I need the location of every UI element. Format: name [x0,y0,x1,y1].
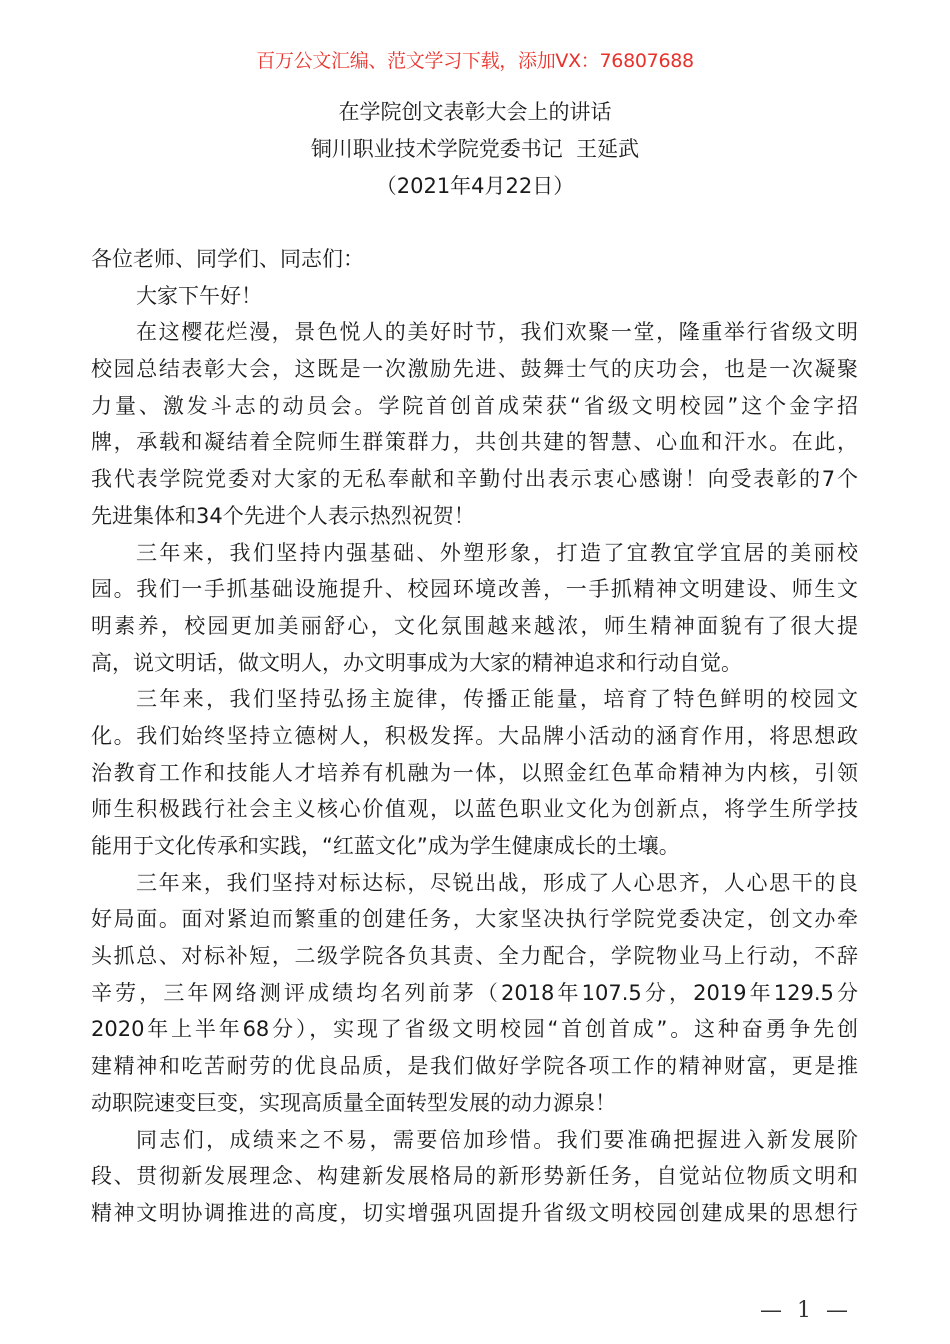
paragraph [91,681,858,864]
paragraph-line: 三年来，我们坚持内强基础、外塑形象，打造了宜教宜学宜居的美丽校 [136,540,858,565]
paragraph [91,278,858,315]
paragraph-line: 明素养，校园更加美丽舒心，文化氛围越来越浓，师生精神面貌有了很大提 [91,613,858,638]
paragraph-line: 师生积极践行社会主义核心价值观，以蓝色职业文化为创新点，将学生所学技 [91,797,858,822]
download-banner: 百万公文汇编、范文学习下载，添加VX：76807688 [256,50,694,72]
paragraph-line: 化。我们始终坚持立德树人，积极发挥。大品牌小活动的涵育作用，将思想政 [91,723,858,748]
document-header [0,94,950,205]
document-author: 铜川职业技术学院党委书记 王延武 [310,137,640,161]
paragraph-line: 治教育工作和技能人才培养有机融为一体，以照金红色革命精神为内核，引领 [91,760,858,785]
paragraph [91,535,858,682]
paragraph-line: 动职院速变巨变，实现高质量全面转型发展的动力源泉！ [91,1090,616,1115]
paragraph [91,865,858,1122]
paragraph [91,314,858,534]
paragraph-line: 我代表学院党委对大家的无私奉献和辛勤付出表示衷心感谢！向受表彰的7个 [91,467,858,492]
paragraph-line: 辛劳，三年网络测评成绩均名列前茅（2018年107.5分，2019年129.5分 [91,980,858,1005]
document-body [91,241,858,1232]
paragraph-line: 先进集体和34个先进个人表示热烈祝贺！ [91,503,475,528]
paragraph-line: 大家下午好！ [136,283,262,308]
paragraph [91,1122,858,1232]
paragraph-line: 牌，承载和凝结着全院师生群策群力，共创共建的智慧、心血和汗水。在此， [91,430,858,455]
document-date: （2021年4月22日） [375,174,575,198]
paragraph-line: 能用于文化传承和实践，“红蓝文化”成为学生健康成长的土壤。 [91,834,680,858]
paragraph-line: 园。我们一手抓基础设施提升、校园环境改善，一手抓精神文明建设、师生文 [91,577,858,602]
paragraph-line: 三年来，我们坚持弘扬主旋律，传播正能量，培育了特色鲜明的校园文 [136,687,858,712]
paragraph-line: 力量、激发斗志的动员会。学院首创首成荣获“省级文明校园”这个金字招 [91,393,858,418]
paragraph-line: 高，说文明话，做文明人，办文明事成为大家的精神追求和行动自觉。 [91,650,742,675]
salutation: 各位老师、同学们、同志们： [91,247,364,271]
document-title: 在学院创文表彰大会上的讲话 [338,100,612,124]
paragraph-line: 段、贯彻新发展理念、构建新发展格局的新形势新任务，自觉站位物质文明和 [91,1164,858,1189]
paragraph-line: 精神文明协调推进的高度，切实增强巩固提升省级文明校园创建成果的思想行 [91,1200,858,1225]
paragraph-line: 三年来，我们坚持对标达标，尽锐出战，形成了人心思齐，人心思干的良 [136,870,858,895]
paragraph-line: 头抓总、对标补短，二级学院各负其责、全力配合，学院物业马上行动，不辞 [91,944,858,969]
paragraph-line: 建精神和吃苦耐劳的优良品质，是我们做好学院各项工作的精神财富，更是推 [91,1054,858,1079]
paragraph-line: 校园总结表彰大会，这既是一次激励先进、鼓舞士气的庆功会，也是一次凝聚 [91,357,858,382]
paragraph-line: 在这樱花烂漫，景色悦人的美好时节，我们欢聚一堂，隆重举行省级文明 [136,320,858,345]
paragraph-line: 2020年上半年68分），实现了省级文明校园“首创首成”。这种奋勇争先创 [91,1017,858,1042]
paragraph-line: 同志们，成绩来之不易，需要倍加珍惜。我们要准确把握进入新发展阶 [136,1127,858,1152]
page-number: — 1 — [760,1298,852,1323]
paragraph-line: 好局面。面对紧迫而繁重的创建任务，大家坚决执行学院党委决定，创文办牵 [91,907,858,932]
